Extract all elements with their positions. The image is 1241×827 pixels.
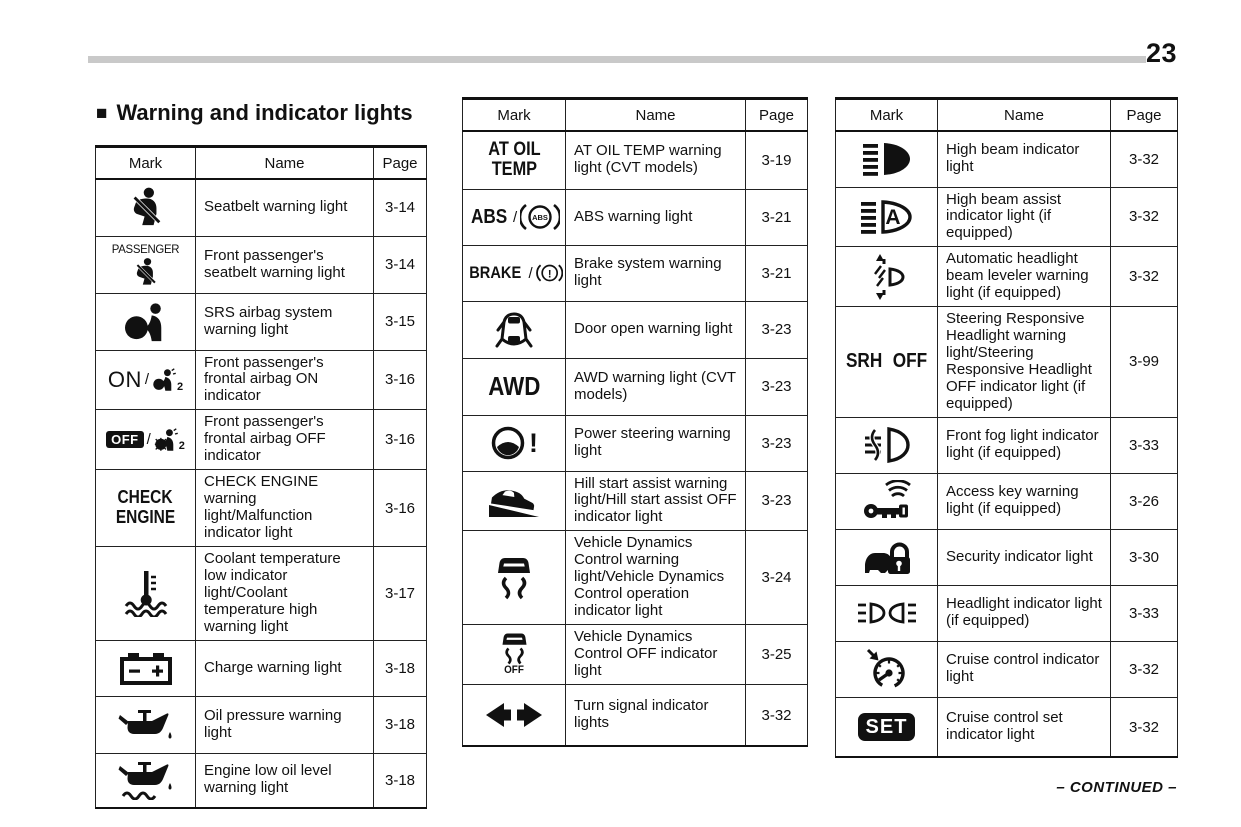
light-name: Door open warning light	[566, 301, 746, 358]
light-name: Front fog light indicator light (if equipped)	[938, 417, 1111, 473]
table-header-row	[96, 147, 427, 180]
off-badge: OFF	[106, 431, 144, 448]
cruise-control-icon	[865, 647, 909, 691]
column-header-mark: Mark	[836, 99, 938, 132]
section-square-icon: ■	[96, 102, 108, 124]
oil-level-icon	[117, 760, 175, 800]
light-name: Headlight indicator light (if equipped)	[938, 585, 1111, 641]
page-ref: 3-32	[1111, 187, 1178, 247]
table-row	[96, 640, 427, 696]
header-rule	[88, 56, 1146, 63]
passenger-seatbelt-icon	[132, 257, 159, 288]
table-row	[463, 684, 808, 746]
column-header-name: Name	[938, 99, 1111, 132]
page-ref: 3-23	[746, 471, 808, 531]
brake-circle-icon	[536, 256, 563, 290]
table-row	[463, 471, 808, 531]
table-row: ABS / ABS ABS warning light 3-21	[463, 189, 808, 245]
table-row	[836, 187, 1178, 247]
table-row: ON / 2 Front passenger's frontal airbag ON indicator 3-16	[96, 350, 427, 410]
headlight-leveler-icon	[868, 253, 906, 301]
table-row	[96, 753, 427, 808]
table-header-row	[463, 99, 808, 132]
coolant-temperature-icon	[123, 569, 169, 617]
frontal-airbag-icon	[152, 368, 176, 392]
svg-text:A: A	[884, 205, 901, 229]
turn-signal-icon	[482, 702, 546, 728]
light-name: Cruise control indicator light	[938, 641, 1111, 697]
exclamation-mark: !	[529, 427, 538, 458]
continued-label: – CONTINUED –	[1056, 779, 1177, 796]
page-ref: 3-32	[1111, 247, 1178, 307]
page-ref: 3-16	[374, 350, 427, 410]
column-header-mark: Mark	[96, 147, 196, 180]
light-name: Oil pressure warning light	[196, 696, 374, 753]
page-ref: 3-18	[374, 640, 427, 696]
column-header-name: Name	[566, 99, 746, 132]
light-name: Front passenger's frontal airbag OFF indicator	[196, 410, 374, 470]
abs-circle-icon	[520, 201, 560, 233]
page-ref: 3-17	[374, 546, 427, 640]
light-name: Front passenger's frontal airbag ON indicator	[196, 350, 374, 410]
light-name: Engine low oil level warning light	[196, 753, 374, 808]
table-row	[463, 131, 808, 189]
light-name: Access key warning light (if equipped)	[938, 473, 1111, 529]
section-title	[96, 100, 413, 126]
table-row	[836, 131, 1178, 187]
light-name: Steering Responsive Headlight warning light/Steering Responsive Headlight OFF indicator light (if equipped)	[938, 307, 1111, 418]
column-header-page: Page	[374, 147, 427, 180]
set-badge: SET	[858, 713, 916, 741]
page-ref: 3-21	[746, 245, 808, 301]
page-ref: 3-14	[374, 236, 427, 293]
table-row	[463, 531, 808, 625]
page-ref: 3-32	[1111, 641, 1178, 697]
page-ref: 3-19	[746, 131, 808, 189]
light-name: Coolant temperature low indicator light/Coolant temperature high warning light	[196, 546, 374, 640]
table-row	[836, 585, 1178, 641]
security-icon	[863, 537, 911, 577]
light-name: Cruise control set indicator light	[938, 697, 1111, 757]
battery-charge-icon	[119, 650, 173, 686]
abs-label: ABS	[470, 205, 508, 228]
page-ref: 3-14	[374, 179, 427, 236]
table-row	[836, 473, 1178, 529]
power-steering-icon	[490, 425, 526, 461]
table-row	[463, 358, 808, 415]
page-ref: 3-26	[1111, 473, 1178, 529]
light-name: CHECK ENGINE warning light/Malfunction indicator light	[196, 470, 374, 547]
brake-label: BRAKE	[469, 263, 522, 282]
light-name: High beam indicator light	[938, 131, 1111, 187]
page-ref: 3-33	[1111, 417, 1178, 473]
page-ref: 3-18	[374, 753, 427, 808]
page-ref: 3-24	[746, 531, 808, 625]
table-row: BRAKE / ! Brake system warning light 3-21	[463, 245, 808, 301]
page-ref: 3-32	[746, 684, 808, 746]
column-header-name: Name	[196, 147, 374, 180]
hill-start-assist-icon	[487, 481, 541, 521]
light-name: Seatbelt warning light	[196, 179, 374, 236]
light-name: Automatic headlight beam leveler warning light (if equipped)	[938, 247, 1111, 307]
table-row	[96, 293, 427, 350]
page-ref: 3-23	[746, 358, 808, 415]
access-key-icon	[862, 480, 912, 522]
srh-off-mark: SRH OFF	[836, 307, 938, 418]
column-header-mark: Mark	[463, 99, 566, 132]
light-name: Power steering warning light	[566, 415, 746, 471]
light-name: SRS airbag system warning light	[196, 293, 374, 350]
page-ref: 3-32	[1111, 131, 1178, 187]
table-row: OFF / 2 Front passenger's frontal airbag OFF indicator 3-16	[96, 410, 427, 470]
on-label: ON	[107, 366, 142, 392]
at-oil-temp-mark: AT OIL TEMP	[463, 131, 566, 189]
light-name: Vehicle Dynamics Control warning light/Vehicle Dynamics Control operation indicator light	[566, 531, 746, 625]
table-row	[836, 247, 1178, 307]
table-row	[836, 529, 1178, 585]
table-row	[463, 301, 808, 358]
off-label: OFF	[504, 664, 524, 677]
seatbelt-icon	[127, 186, 165, 230]
frontal-airbag-crossed-icon	[154, 428, 178, 452]
headlight-indicator-icon	[856, 600, 918, 626]
svg-text:!: !	[547, 268, 552, 281]
table-row	[96, 236, 427, 293]
page-ref: 3-99	[1111, 307, 1178, 418]
page-ref: 3-23	[746, 415, 808, 471]
page-ref: 3-33	[1111, 585, 1178, 641]
column-header-page: Page	[1111, 99, 1178, 132]
light-name: High beam assist indicator light (if equipped)	[938, 187, 1111, 247]
subscript-2: 2	[177, 380, 184, 393]
page-number: 23	[1145, 38, 1177, 68]
column-header-page: Page	[746, 99, 808, 132]
table-row	[463, 415, 808, 471]
page-ref: 3-18	[374, 696, 427, 753]
section-title-text: Warning and indicator lights	[116, 100, 413, 125]
light-name: Turn signal indicator lights	[566, 684, 746, 746]
page-ref: 3-23	[746, 301, 808, 358]
table-row	[836, 417, 1178, 473]
table-row	[96, 179, 427, 236]
table-row	[836, 307, 1178, 418]
high-beam-assist-icon	[859, 198, 915, 236]
page-ref: 3-15	[374, 293, 427, 350]
warning-lights-table-2	[462, 97, 808, 747]
table-row	[96, 470, 427, 547]
svg-text:ABS: ABS	[532, 213, 549, 222]
table-row	[836, 697, 1178, 757]
light-name: Security indicator light	[938, 529, 1111, 585]
srs-airbag-icon	[124, 301, 168, 343]
awd-label: AWD	[487, 371, 541, 401]
page-ref: 3-16	[374, 410, 427, 470]
light-name: Brake system warning light	[566, 245, 746, 301]
table-header-row	[836, 99, 1178, 132]
subscript-2: 2	[178, 439, 185, 452]
light-name: Charge warning light	[196, 640, 374, 696]
light-name: Hill start assist warning light/Hill start assist OFF indicator light	[566, 471, 746, 531]
warning-lights-table-3	[835, 97, 1178, 758]
check-engine-mark: CHECK ENGINE	[96, 470, 196, 547]
front-fog-light-icon	[863, 425, 911, 465]
vehicle-dynamics-control-icon	[496, 556, 532, 600]
table-row	[96, 546, 427, 640]
page-ref: 3-16	[374, 470, 427, 547]
light-name: AWD warning light (CVT models)	[566, 358, 746, 415]
light-name: AT OIL TEMP warning light (CVT models)	[566, 131, 746, 189]
warning-lights-table-1	[95, 145, 427, 809]
table-row	[96, 696, 427, 753]
page-ref: 3-25	[746, 625, 808, 685]
high-beam-icon	[861, 141, 913, 177]
passenger-label: PASSENGER	[111, 241, 180, 256]
oil-pressure-icon	[117, 708, 175, 742]
light-name: Front passenger's seatbelt warning light	[196, 236, 374, 293]
vehicle-dynamics-control-off-icon	[501, 632, 528, 665]
table-row	[463, 625, 808, 685]
page-ref: 3-30	[1111, 529, 1178, 585]
page-ref: 3-32	[1111, 697, 1178, 757]
light-name: ABS warning light	[566, 189, 746, 245]
light-name: Vehicle Dynamics Control OFF indicator light	[566, 625, 746, 685]
door-open-icon	[492, 308, 536, 352]
table-row	[836, 641, 1178, 697]
page-ref: 3-21	[746, 189, 808, 245]
